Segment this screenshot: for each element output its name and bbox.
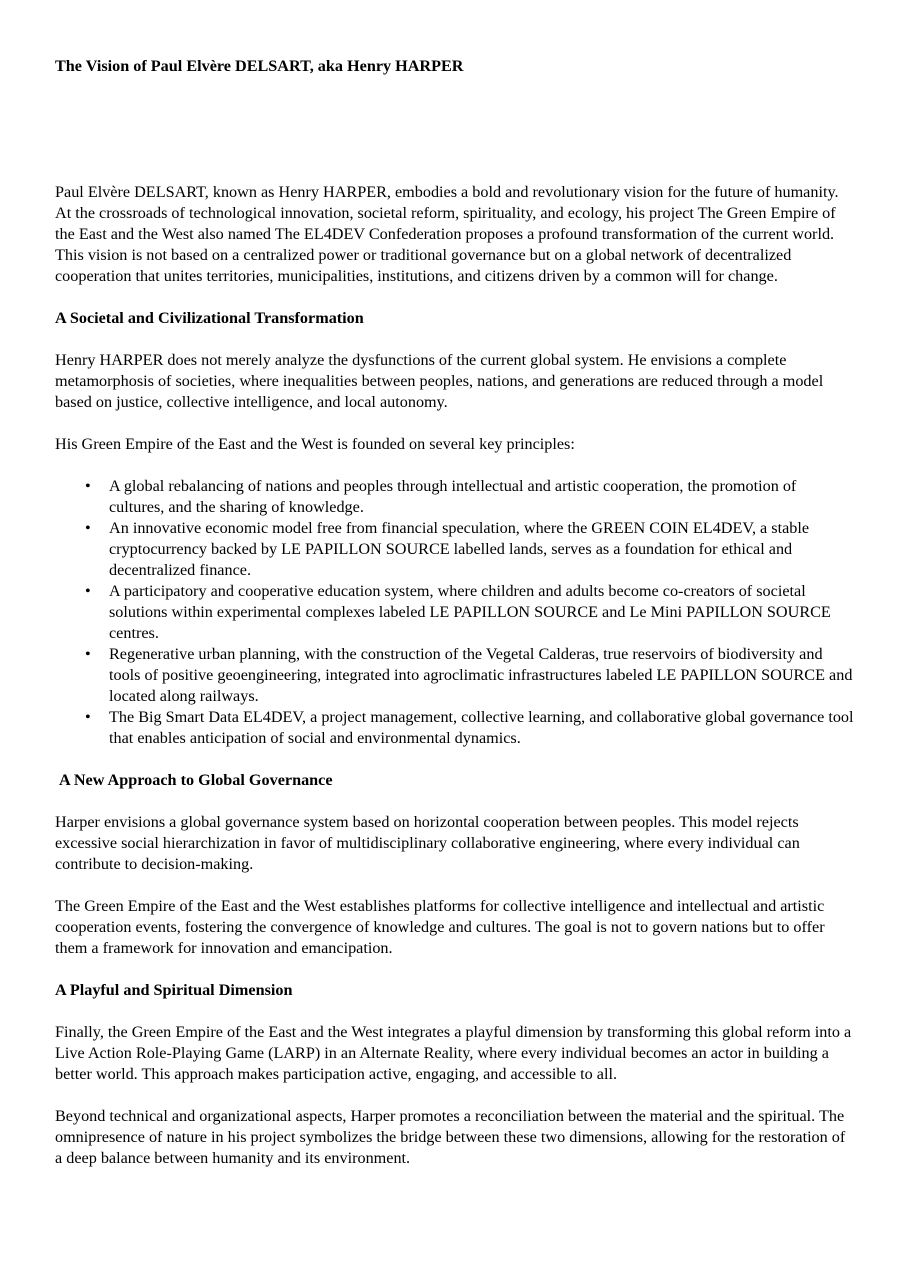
list-item: • A global rebalancing of nations and peoples through intellectual and artistic cooperation, the promotion of cultures, and the sharing of knowledge. xyxy=(109,476,855,518)
societal-paragraph-1: Henry HARPER does not merely analyze the dysfunctions of the current global system. He envisions a complete metamorphosis of societies, where inequalities between peoples, nations, and generations are reduced through a model based on justice, collective intelligence, and local autonomy. xyxy=(55,351,824,411)
governance-paragraph-2: The Green Empire of the East and the West establishes platforms for collective intelligence and intellectual and artistic cooperation events, fostering the convergence of knowledge and cultures. The goal is not to govern nations but to offer them a framework for innovation and emancipation. xyxy=(55,897,825,957)
principles-list xyxy=(55,476,855,749)
list-item: • An innovative economic model free from financial speculation, where the GREEN COIN EL4DEV, a stable cryptocurrency backed by LE PAPILLON SOURCE labelled lands, serves as a foundation for ethical and decentralized finance. xyxy=(109,518,855,581)
section-heading-playful: A Playful and Spiritual Dimension xyxy=(55,981,293,999)
playful-paragraph-1: Finally, the Green Empire of the East and the West integrates a playful dimension by transforming this global reform into a Live Action Role-Playing Game (LARP) in an Alternate Reality, where every individual becomes an actor in building a better world. This approach makes participation active, engaging, and accessible to all. xyxy=(55,1023,852,1083)
section-heading-societal: A Societal and Civilizational Transformation xyxy=(55,309,364,327)
document-title: The Vision of Paul Elvère DELSART, aka Henry HARPER xyxy=(55,57,464,75)
governance-paragraph-1: Harper envisions a global governance system based on horizontal cooperation between peoples. This model rejects excessive social hierarchization in favor of multidisciplinary collaborative engineering, where every individual can contribute to decision-making. xyxy=(55,813,800,873)
list-item: • The Big Smart Data EL4DEV, a project management, collective learning, and collaborative global governance tool that enables anticipation of social and environmental dynamics. xyxy=(109,707,855,749)
section-heading-governance: A New Approach to Global Governance xyxy=(59,771,333,789)
list-item: • A participatory and cooperative education system, where children and adults become co-creators of societal solutions within experimental complexes labeled LE PAPILLON SOURCE and Le Mini PAPILLON SOURCE centres. xyxy=(109,581,855,644)
list-item: • Regenerative urban planning, with the construction of the Vegetal Calderas, true reservoirs of biodiversity and tools of positive geoengineering, integrated into agroclimatic infrastructures labeled LE PAPILLON SOURCE and located along railways. xyxy=(109,644,855,707)
document-body xyxy=(55,56,855,1190)
societal-paragraph-2: His Green Empire of the East and the West is founded on several key principles: xyxy=(55,435,575,453)
playful-paragraph-2: Beyond technical and organizational aspects, Harper promotes a reconciliation between the material and the spiritual. The omnipresence of nature in his project symbolizes the bridge between these two dimensions, allowing for the restoration of a deep balance between humanity and its environment. xyxy=(55,1107,846,1167)
intro-paragraph: Paul Elvère DELSART, known as Henry HARPER, embodies a bold and revolutionary vision for the future of humanity. At the crossroads of technological innovation, societal reform, spirituality, and ecology, his project The Green Empire of the East and the West also named The EL4DEV Confederation proposes a profound transformation of the current world. This vision is not based on a centralized power or traditional governance but on a global network of decentralized cooperation that unites territories, municipalities, institutions, and citizens driven by a common will for change. xyxy=(55,183,839,285)
